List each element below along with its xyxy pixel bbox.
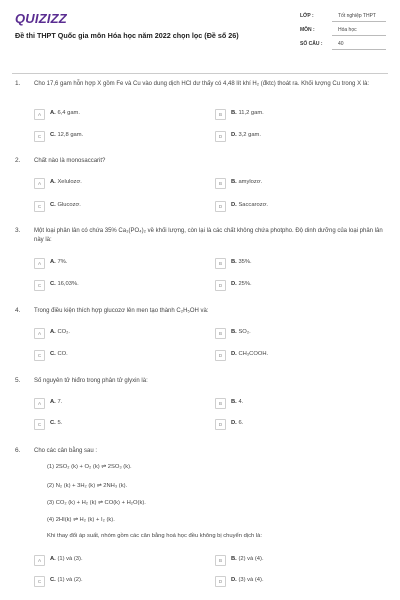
question-subtext: Khi thay đổi áp suất, nhóm gồm các cân bằng hoá học đều không bị chuyển dịch là: <box>47 533 262 539</box>
question-text: Cho các cân bằng sau : <box>34 448 98 454</box>
option-text: amylozơ. <box>238 179 263 185</box>
option-label: B. <box>231 179 237 185</box>
option-label: C. <box>50 420 56 426</box>
option-text: 3,2 gam. <box>238 132 261 138</box>
option-label: D. <box>231 202 237 208</box>
equilibrium-equation: (1) 2SO₂ (k) + O₂ (k) ⇌ 2SO₃ (k). <box>47 464 132 470</box>
option-key-box: B <box>215 178 226 189</box>
question-number: 4. <box>15 307 21 314</box>
option-text: CO₂. <box>57 329 70 335</box>
option-text: 35%. <box>238 259 252 265</box>
option-text: Xelulozơ. <box>57 179 82 185</box>
option-key-box: C <box>34 419 45 430</box>
equilibrium-equation: (4) 2HI(k) ⇌ H₂ (k) + I₂ (k). <box>47 517 115 523</box>
question-number: 1. <box>15 80 21 87</box>
question-text: Một loại phân lân có chứa 35% Ca₃(PO₄)₂ về khối lượng, còn lại là các chất không chứa photpho. Độ dinh dưỡng của loại phân lân này là: <box>34 228 383 243</box>
option-label: C. <box>50 281 56 287</box>
option-key-box: D <box>215 419 226 430</box>
option-key-box: D <box>215 131 226 142</box>
option-key-box: C <box>34 350 45 361</box>
question-number: 3. <box>15 227 21 234</box>
option-key-box: C <box>34 280 45 291</box>
option-text: (3) và (4). <box>238 577 264 583</box>
option-key-box: A <box>34 178 45 189</box>
option-label: C. <box>50 132 56 138</box>
meta-key: MÔN : <box>300 27 315 33</box>
equilibrium-equation: (3) CO₂ (k) + H₂ (k) ⇌ CO(k) + H₂O(k). <box>47 500 146 506</box>
option-label: D. <box>231 420 237 426</box>
option-label: B. <box>231 110 237 116</box>
option-key-box: A <box>34 398 45 409</box>
meta-value: Tốt nghiệp THPT <box>332 13 386 22</box>
option-text: 12,8 gam. <box>57 132 84 138</box>
header-divider <box>12 73 388 74</box>
option-key-box: A <box>34 328 45 339</box>
meta-row-count <box>300 41 386 55</box>
equilibrium-equation: (2) N₂ (k) + 3H₂ (k) ⇌ 2NH₃ (k). <box>47 483 128 489</box>
question-number: 2. <box>15 157 21 164</box>
question-number: 5. <box>15 377 21 384</box>
option-key-box: D <box>215 576 226 587</box>
option-text: CH₃COOH. <box>238 351 269 357</box>
option-label: D. <box>231 351 237 357</box>
option-key-box: C <box>34 131 45 142</box>
meta-key: SỐ CÂU : <box>300 41 323 47</box>
meta-value: 40 <box>332 41 386 50</box>
option-label: A. <box>50 329 56 335</box>
page-title: Đề thi THPT Quốc gia môn Hóa học năm 2022 chọn lọc (Đề số 26) <box>15 31 239 40</box>
option-key-box: B <box>215 398 226 409</box>
option-key-box: C <box>34 576 45 587</box>
option-key-box: B <box>215 328 226 339</box>
meta-value: Hóa học <box>332 27 386 36</box>
question-number: 6. <box>15 447 21 454</box>
page-header <box>0 0 400 60</box>
question-text: Cho 17,6 gam hỗn hợp X gồm Fe và Cu vào dung dịch HCl dư thấy có 4,48 lít khí H₂ (đktc) thoát ra. Khối lượng Cu trong X là: <box>34 81 370 87</box>
option-label: C. <box>50 202 56 208</box>
option-label: A. <box>50 556 56 562</box>
option-key-box: B <box>215 555 226 566</box>
option-text: CO. <box>57 351 68 357</box>
option-text: 4. <box>238 399 244 405</box>
option-text: Saccarozơ. <box>238 202 269 208</box>
option-text: 11,2 gam. <box>238 110 264 116</box>
question-text: Số nguyên tử hiđro trong phân tử glyxin là: <box>34 378 148 384</box>
option-key-box: A <box>34 258 45 269</box>
option-key-box: B <box>215 258 226 269</box>
meta-key: LỚP : <box>300 13 314 19</box>
option-label: B. <box>231 556 237 562</box>
option-label: B. <box>231 399 237 405</box>
question-text: Trong điều kiện thích hợp glucozơ lên men tạo thành C₂H₅OH và: <box>34 308 209 314</box>
option-key-box: D <box>215 280 226 291</box>
option-text: 7%. <box>57 259 68 265</box>
option-text: 16,03%. <box>57 281 79 287</box>
option-label: C. <box>50 351 56 357</box>
option-key-box: B <box>215 109 226 120</box>
option-label: D. <box>231 577 237 583</box>
option-text: (2) và (4). <box>238 556 264 562</box>
option-label: B. <box>231 329 237 335</box>
option-key-box: A <box>34 555 45 566</box>
option-key-box: C <box>34 201 45 212</box>
option-label: B. <box>231 259 237 265</box>
option-label: A. <box>50 259 56 265</box>
option-text: SO₂. <box>238 329 251 335</box>
option-text: 5. <box>57 420 63 426</box>
option-text: 7. <box>57 399 63 405</box>
option-label: A. <box>50 399 56 405</box>
meta-row-subject <box>300 27 386 41</box>
option-key-box: D <box>215 350 226 361</box>
option-text: (1) và (2). <box>57 577 83 583</box>
question-text: Chất nào là monosaccarit? <box>34 158 106 164</box>
meta-panel <box>300 13 386 55</box>
option-label: D. <box>231 281 237 287</box>
option-key-box: D <box>215 201 226 212</box>
option-label: A. <box>50 179 56 185</box>
option-text: 6,4 gam. <box>57 110 80 116</box>
option-text: (1) và (3). <box>57 556 83 562</box>
option-label: D. <box>231 132 237 138</box>
option-label: C. <box>50 577 56 583</box>
option-label: A. <box>50 110 56 116</box>
meta-row-class <box>300 13 386 27</box>
option-key-box: A <box>34 109 45 120</box>
option-text: 6. <box>238 420 244 426</box>
option-text: 25%. <box>238 281 252 287</box>
quizizz-logo: QUIZIZZ <box>15 11 67 26</box>
option-text: Glucozơ. <box>57 202 81 208</box>
